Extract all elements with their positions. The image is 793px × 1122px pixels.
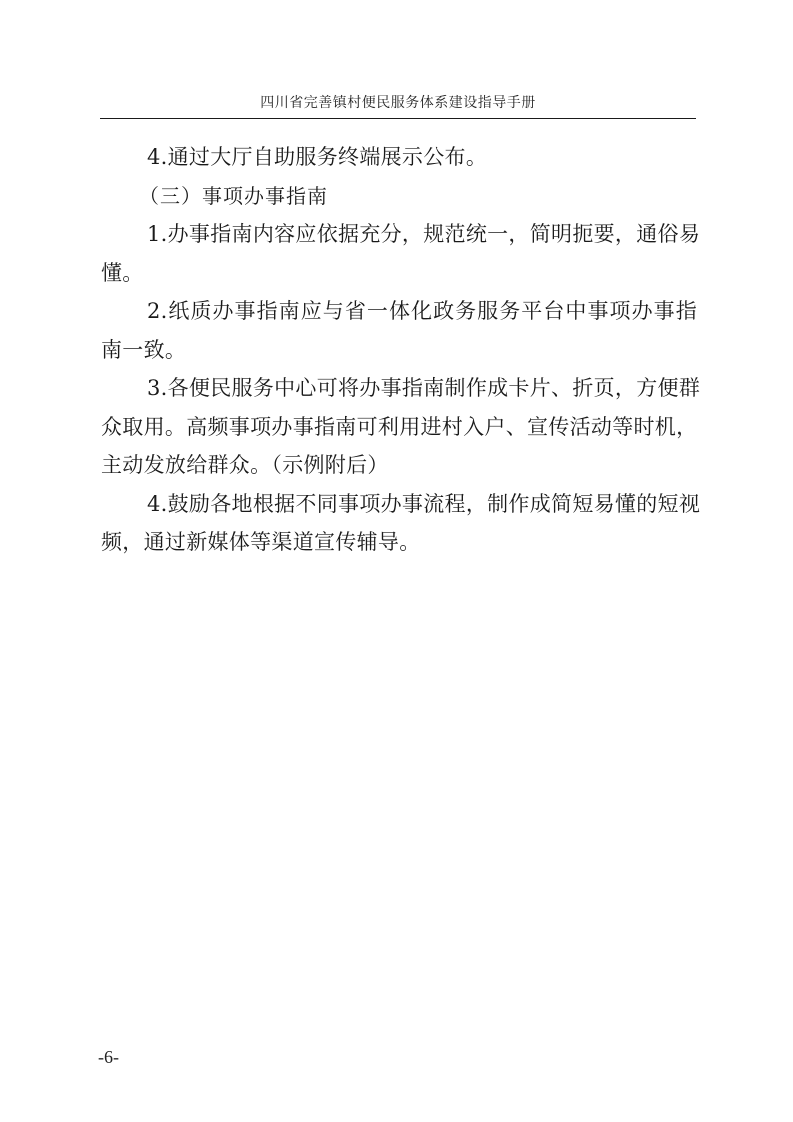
paragraph-3-line-3: 主动发放给群众。（示例附后） [101,453,389,477]
paragraph-3-line-2: 众取用。高频事项办事指南可利用进村入户、宣传活动等时机， [101,414,698,439]
paragraph-2-line-2: 南一致。 [101,337,187,362]
paragraph-1-line-1: 1.办事指南内容应依据充分，规范统一，简明扼要，通俗易 [147,222,701,246]
paragraph-item4-publish: 4.通过大厅自助服务终端展示公布。 [147,145,488,169]
paragraph-4-line-2: 频，通过新媒体等渠道宣传辅导。 [101,530,421,554]
paragraph-2-line-1: 2.纸质办事指南应与省一体化政务服务平台中事项办事指 [147,299,697,323]
paragraph-1-line-2: 懂。 [101,260,144,285]
document-body [101,138,701,562]
paragraph-3-line-1: 3.各便民服务中心可将办事指南制作成卡片、折页，方便群 [147,376,701,400]
paragraph-4-line-1: 4.鼓励各地根据不同事项办事流程，制作成简短易懂的短视 [147,491,701,516]
section-heading-guide: （三）事项办事指南 [139,183,328,208]
running-header [100,92,696,119]
page-number: -6- [98,1047,119,1067]
header-title: 四川省完善镇村便民服务体系建设指导手册 [260,95,536,111]
